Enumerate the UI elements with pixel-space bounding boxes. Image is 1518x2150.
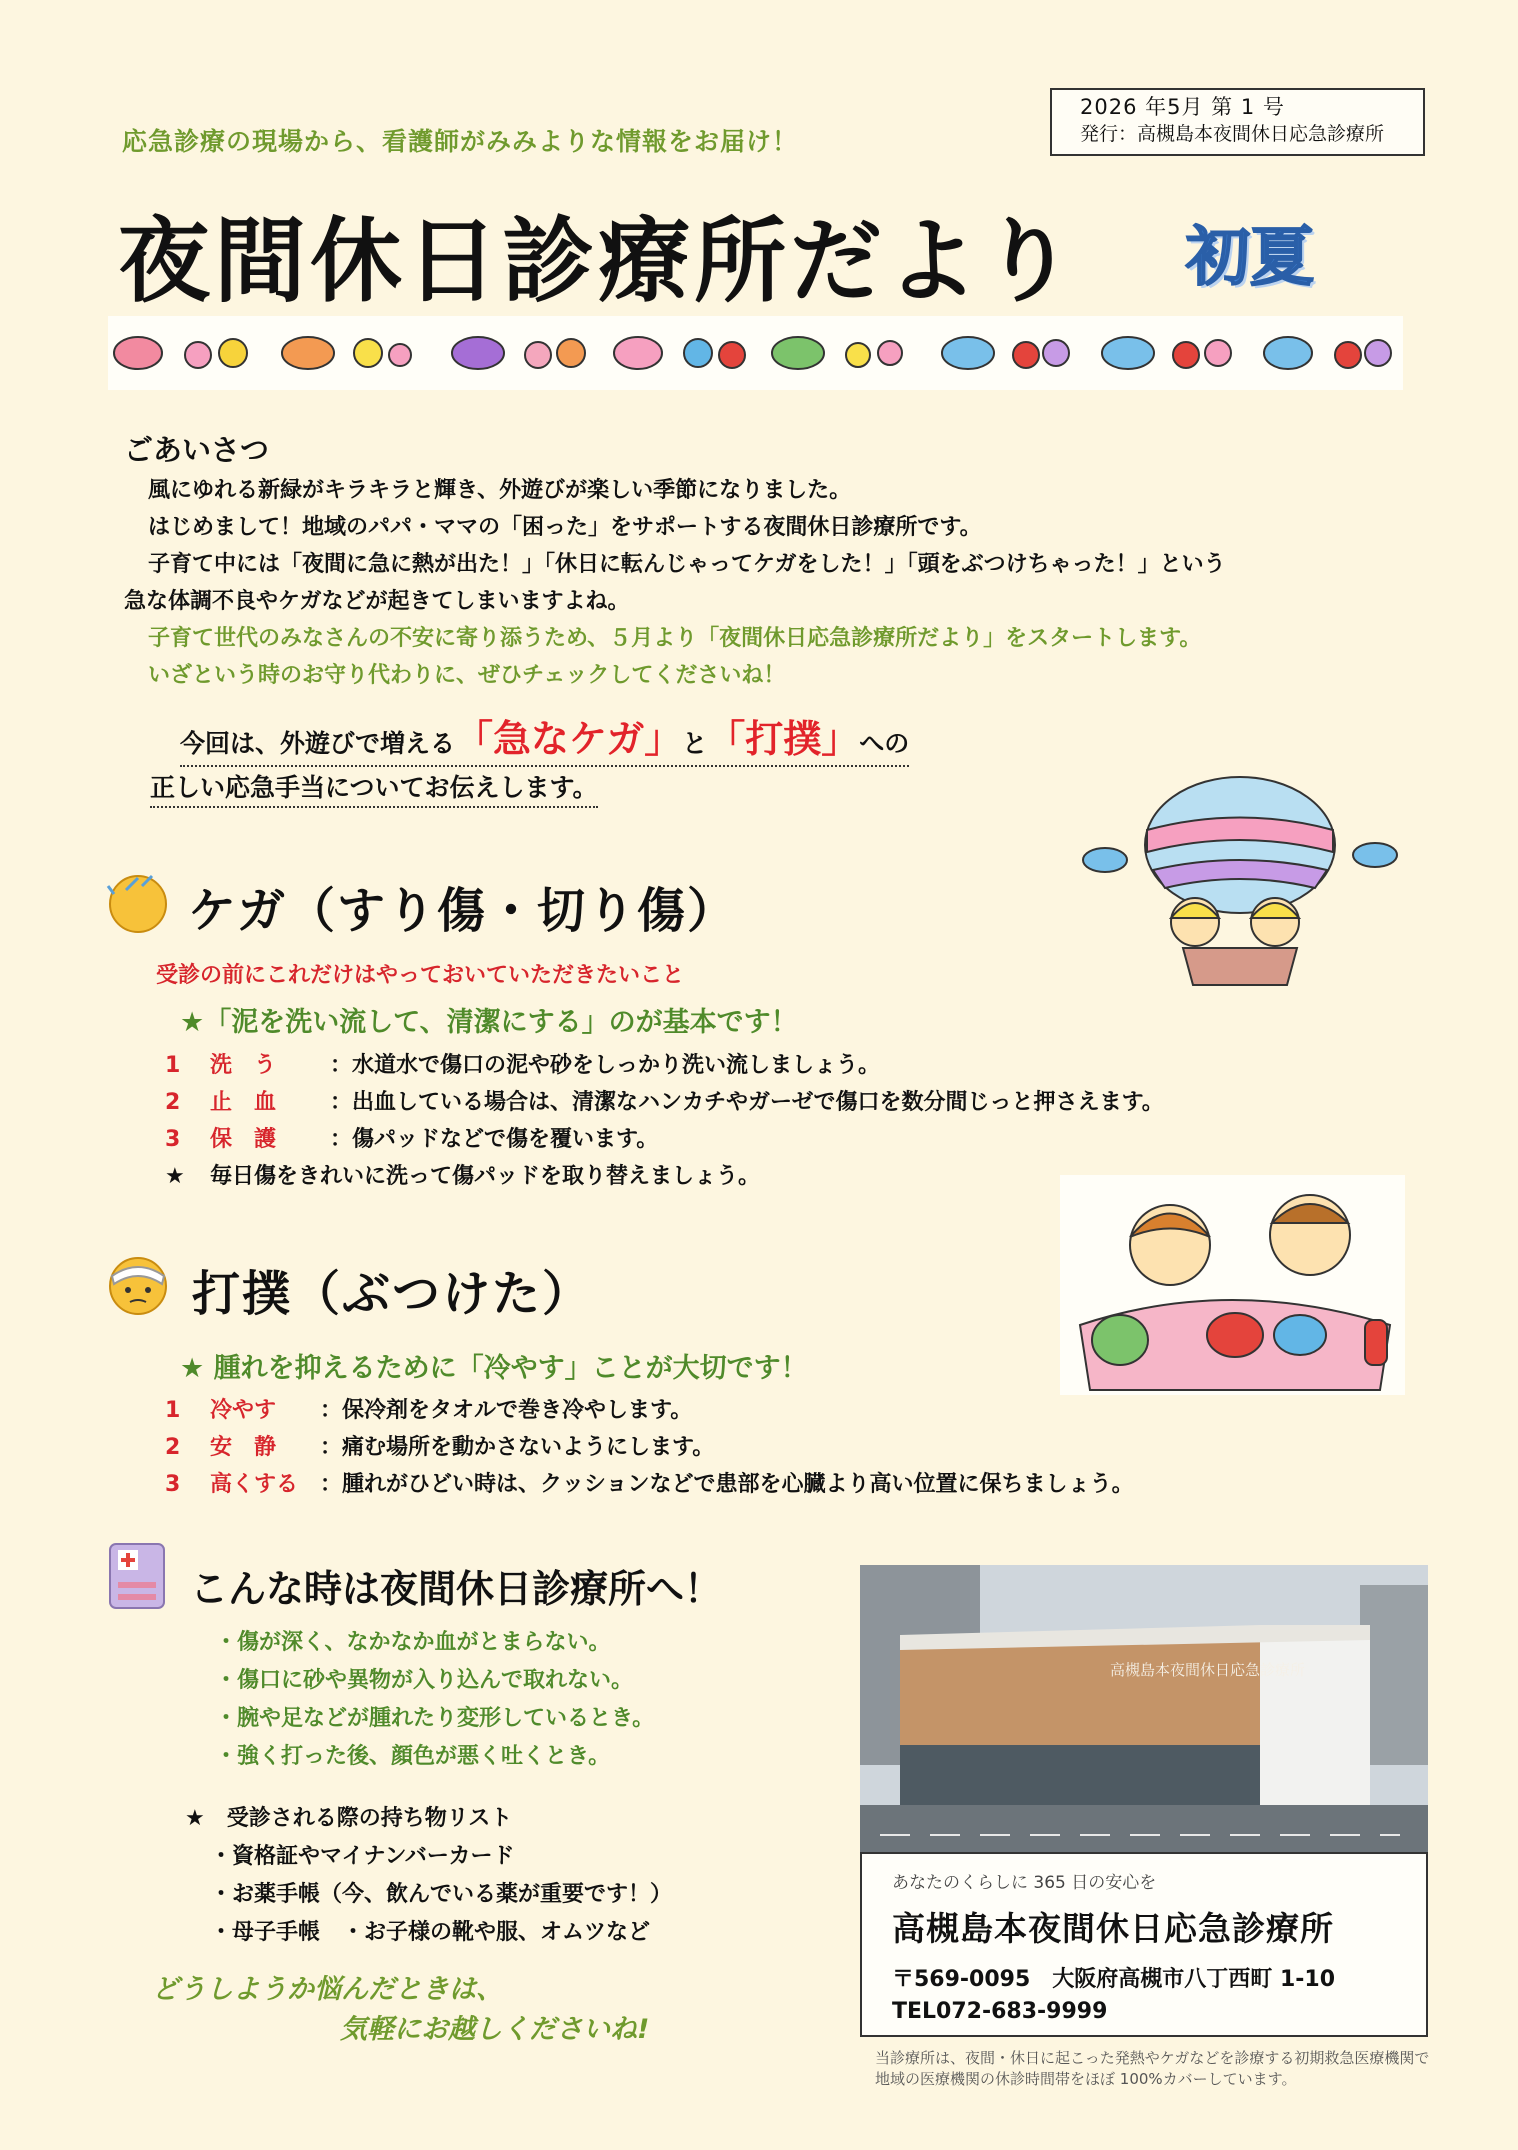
publisher: 発行：高槻島本夜間休日応急診療所	[1080, 123, 1385, 145]
greeting-line: いざという時のお守り代わりに、ぜひチェックしてくださいね！	[148, 663, 786, 688]
list-item: ・傷口に砂や異物が入り込んで取れない。	[215, 1668, 634, 1693]
visit-cases	[215, 1624, 654, 1776]
list-item: 1 冷やす ：保冷剤をタオルで巻き冷やします。	[165, 1398, 693, 1423]
season-label: 初夏	[1186, 221, 1314, 295]
clinic-slogan: あなたのくらしに 365 日の安心を	[892, 1873, 1157, 1893]
balloon-illustration	[1075, 770, 1405, 990]
when-heading: こんな時は夜間休日診療所へ！	[190, 1567, 723, 1611]
greeting-line: 子育て世代のみなさんの不安に寄り添うため、５月より「夜間休日応急診療所だより」をスタートします。	[148, 626, 1202, 651]
bruise-steps	[165, 1392, 1315, 1503]
injury-key-point: ★「泥を洗い流して、清潔にする」のが基本です！	[180, 1007, 798, 1038]
clinic-note: 当診療所は、夜間・休日に起こった発熱やケガなどを診療する初期救急医療機関で地域の医療機関の休診時間帯をほぼ 100%カバーしています。	[875, 2049, 1430, 2088]
injury-before: 受診の前にこれだけはやっておいていただきたいこと	[156, 963, 685, 988]
bandaged-face-icon	[102, 1252, 174, 1322]
greeting-line: 子育て中には「夜間に急に熱が出た！」「休日に転んじゃってケガをした！」「頭をぶつけちゃった！」という	[148, 552, 1226, 577]
greeting-text	[124, 472, 1414, 694]
list-item: 3 保 護 ：傷パッドなどで傷を覆います。	[165, 1127, 659, 1152]
list-item: ・母子手帳 ・お子様の靴や服、オムツなど	[210, 1920, 651, 1945]
clinic-address: 〒569-0095 大阪府高槻市八丁西町 1-10	[892, 1967, 1335, 1992]
list-item: 2 安 静 ：痛む場所を動かさないようにします。	[165, 1435, 715, 1460]
issue-box	[1050, 88, 1425, 156]
hospital-icon	[106, 1540, 168, 1616]
clinic-tel: TEL072-683-9999	[892, 1999, 1108, 2024]
bruise-key-point: ★ 腫れを抑えるために「冷やす」ことが大切です！	[180, 1353, 808, 1384]
closing-line-2: 気軽にお越しくださいね!	[340, 2014, 650, 2045]
list-item: 2 止 血 ：出血している場合は、清潔なハンカチやガーゼで傷口を数分間じっと押さえます。	[165, 1090, 1164, 1115]
issue-number: 2026 年5月 第 1 号	[1080, 95, 1285, 119]
greeting-line: はじめまして！地域のパパ・ママの「困った」をサポートする夜間休日診療所です。	[148, 515, 982, 540]
intro-line-1: 今回は、外遊びで増える「急なケガ」と「打撲」への	[180, 708, 909, 767]
list-item: ・お薬手帳（今、飲んでいる薬が重要です！）	[210, 1882, 673, 1907]
bring-list	[210, 1838, 672, 1952]
injury-steps	[165, 1047, 1265, 1195]
birds-flowers-illustration	[108, 316, 1403, 390]
bruise-heading: 打撲（ぶつけた）	[192, 1266, 593, 1322]
clap-icon	[102, 868, 174, 938]
list-item: ★ 毎日傷をきれいに洗って傷パッドを取り替えましょう。	[165, 1164, 761, 1189]
intro-line-2: 正しい応急手当についてお伝えします。	[150, 768, 598, 808]
greeting-heading: ごあいさつ	[124, 433, 270, 467]
clinic-name: 高槻島本夜間休日応急診療所	[892, 1909, 1334, 1948]
decorative-border	[108, 316, 1403, 390]
list-item: ・腕や足などが腫れたり変形しているとき。	[215, 1706, 655, 1731]
intro-kega: 「急なケガ」	[455, 717, 683, 761]
injury-heading: ケガ（すり傷・切り傷）	[188, 883, 738, 939]
picnic-illustration	[1060, 1175, 1405, 1395]
list-item: ・強く打った後、顔色が悪く吐くとき。	[215, 1744, 611, 1769]
list-item: 1 洗 う ：水道水で傷口の泥や砂をしっかり洗い流しましょう。	[165, 1053, 881, 1078]
bring-heading: ★ 受診される際の持ち物リスト	[185, 1806, 513, 1831]
closing-line-1: どうしようか悩んだときは、	[152, 1974, 503, 2005]
list-item: ・傷が深く、なかなか血がとまらない。	[215, 1630, 611, 1655]
list-item: ・資格証やマイナンバーカード	[210, 1844, 515, 1869]
clinic-building-photo	[860, 1565, 1428, 1852]
page-title: 夜間休日診療所だより	[118, 208, 1079, 315]
building-sign: 高槻島本夜間休日応急診療所	[1110, 1662, 1306, 1679]
greeting-line: 急な体調不良やケガなどが起きてしまいますよね。	[124, 589, 630, 614]
list-item: 3 高くする ：腫れがひどい時は、クッションなどで患部を心臓より高い位置に保ちましょう。	[165, 1472, 1134, 1497]
tagline: 応急診療の現場から、看護師がみみよりな情報をお届け！	[122, 127, 799, 156]
greeting-line: 風にゆれる新緑がキラキラと輝き、外遊びが楽しい季節になりました。	[148, 478, 852, 503]
intro-dabok: 「打撲」	[707, 717, 860, 761]
clinic-info-box	[860, 1852, 1428, 2037]
